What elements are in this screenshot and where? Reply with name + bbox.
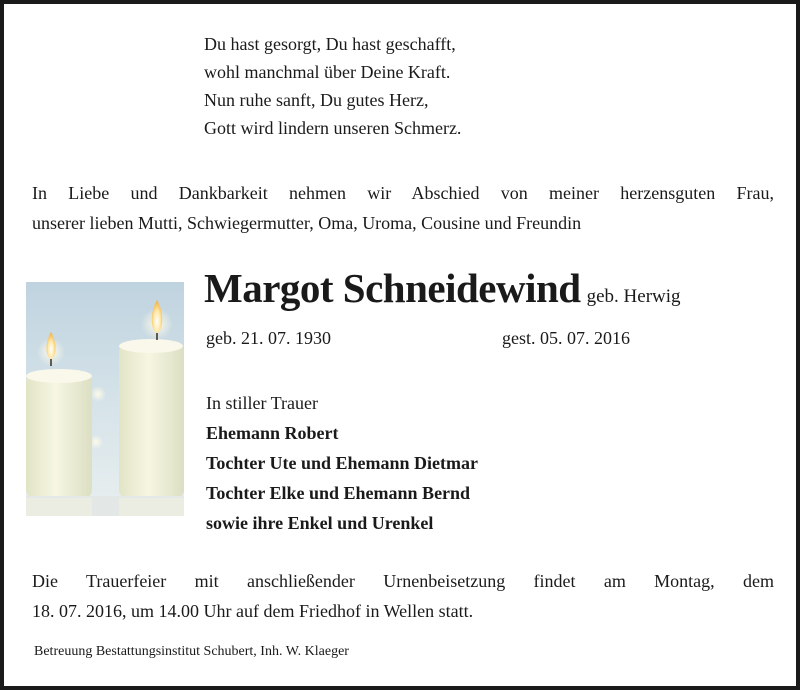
funeral-line: Die Trauerfeier mit anschließender Urnenbeisetzung findet am Montag, dem (32, 571, 774, 591)
relative-entry: sowie ihre Enkel und Urenkel (206, 513, 434, 533)
relative-entry: Tochter Elke und Ehemann Bernd (206, 483, 471, 503)
funeral-line: 18. 07. 2016, um 14.00 Uhr auf dem Friedhof in Wellen statt. (32, 601, 474, 621)
poem-line: Gott wird lindern unseren Schmerz. (204, 118, 462, 138)
funeral-home-credit: Betreuung Bestattungsinstitut Schubert, Inh. W. Klaeger (34, 644, 349, 659)
poem-line: Du hast gesorgt, Du hast geschafft, (204, 34, 456, 54)
intro-text (32, 178, 774, 238)
candles-image (26, 282, 184, 516)
relative-entry: Ehemann Robert (206, 423, 339, 443)
intro-line: In Liebe und Dankbarkeit nehmen wir Abschied von meiner herzensguten Frau, (32, 183, 774, 203)
birth-date: geb. 21. 07. 1930 (206, 328, 331, 348)
intro-line: unserer lieben Mutti, Schwiegermutter, Oma, Uroma, Cousine und Freundin (32, 213, 582, 233)
poem-line: wohl manchmal über Deine Kraft. (204, 62, 451, 82)
mourning-list (206, 388, 478, 538)
maiden-name: geb. Herwig (586, 286, 681, 307)
poem-line: Nun ruhe sanft, Du gutes Herz, (204, 90, 429, 110)
deceased-name-line (204, 264, 681, 312)
mourning-lead: In stiller Trauer (206, 393, 318, 413)
deceased-name: Margot Schneidewind (204, 265, 581, 311)
relative-entry: Tochter Ute und Ehemann Dietmar (206, 453, 479, 473)
funeral-info (32, 566, 774, 626)
death-date: gest. 05. 07. 2016 (502, 328, 630, 348)
poem (204, 30, 461, 142)
